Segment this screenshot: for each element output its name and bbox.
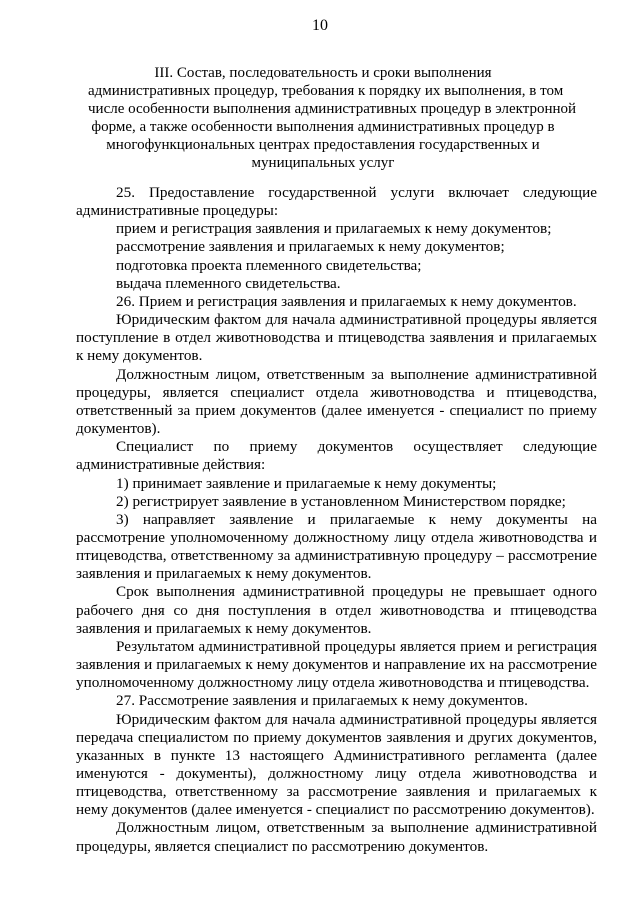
heading-line: многофункциональных центрах предоставления государственных и bbox=[106, 137, 540, 153]
paragraph: Срок выполнения административной процедуры не превышает одного рабочего дня со дня поступления в отдел животноводства и птицеводства заявления и прилагаемых к нему документов. bbox=[76, 583, 597, 637]
paragraph: Юридическим фактом для начала административной процедуры является передача специалистом по приему документов заявления и других документов, указанных в пункте 13 настоящего Административного регламента (далее именуются - документы), должностному лицу отдела животноводства и птицеводства, ответственному за рассмотрение заявления и прилагаемых к нему документов (далее именуется - специалист по рассмотрению документов). bbox=[76, 710, 597, 819]
paragraph: 1) принимает заявление и прилагаемые к нему документы; bbox=[116, 474, 497, 492]
heading-line: административных процедур, требования к порядку их выполнения, в том bbox=[88, 83, 564, 99]
page-number: 10 bbox=[312, 17, 328, 34]
section-heading bbox=[88, 64, 577, 172]
heading-line: муниципальных услуг bbox=[251, 155, 395, 171]
document-body bbox=[76, 184, 597, 856]
paragraph: Должностным лицом, ответственным за выполнение административной процедуры, является специалист отдела животноводства и птицеводства, ответственный за прием документов (далее именуется - специалист по приему документов). bbox=[76, 365, 597, 438]
paragraph: Специалист по приему документов осуществляет следующие административные действия: bbox=[76, 438, 597, 474]
heading-line: форме, а также особенности выполнения административных процедур в bbox=[91, 119, 555, 135]
heading-line: III. Состав, последовательность и сроки выполнения bbox=[154, 65, 492, 81]
paragraph: 26. Прием и регистрация заявления и прилагаемых к нему документов. bbox=[116, 292, 577, 310]
paragraph: 25. Предоставление государственной услуги включает следующие административные процедуры: bbox=[76, 184, 597, 220]
list-item: подготовка проекта племенного свидетельства; bbox=[116, 256, 422, 274]
paragraph: Результатом административной процедуры является прием и регистрация заявления и прилагаемых к нему документов и направление их на рассмотрение уполномоченному должностному лицу отдела животноводства и птицеводства. bbox=[76, 637, 597, 692]
paragraph: Должностным лицом, ответственным за выполнение административной процедуры, является специалист по рассмотрению документов. bbox=[76, 819, 597, 855]
heading-line: числе особенности выполнения административных процедур в электронной bbox=[88, 101, 577, 117]
list-item: рассмотрение заявления и прилагаемых к нему документов; bbox=[116, 238, 505, 256]
paragraph: 2) регистрирует заявление в установленном Министерством порядке; bbox=[116, 492, 566, 510]
paragraph: 3) направляет заявление и прилагаемые к нему документы на рассмотрение уполномоченному должностному лицу отдела животноводства и птицеводства, ответственному за административную процедуру – рассмотрение заявления и прилагаемых к нему документов. bbox=[76, 510, 597, 583]
paragraph: 27. Рассмотрение заявления и прилагаемых к нему документов. bbox=[116, 692, 528, 710]
paragraph: Юридическим фактом для начала административной процедуры является поступление в отдел животноводства и птицеводства заявления и прилагаемых к нему документов. bbox=[76, 311, 597, 365]
list-item: выдача племенного свидетельства. bbox=[116, 274, 341, 292]
list-item: прием и регистрация заявления и прилагаемых к нему документов; bbox=[116, 220, 552, 238]
